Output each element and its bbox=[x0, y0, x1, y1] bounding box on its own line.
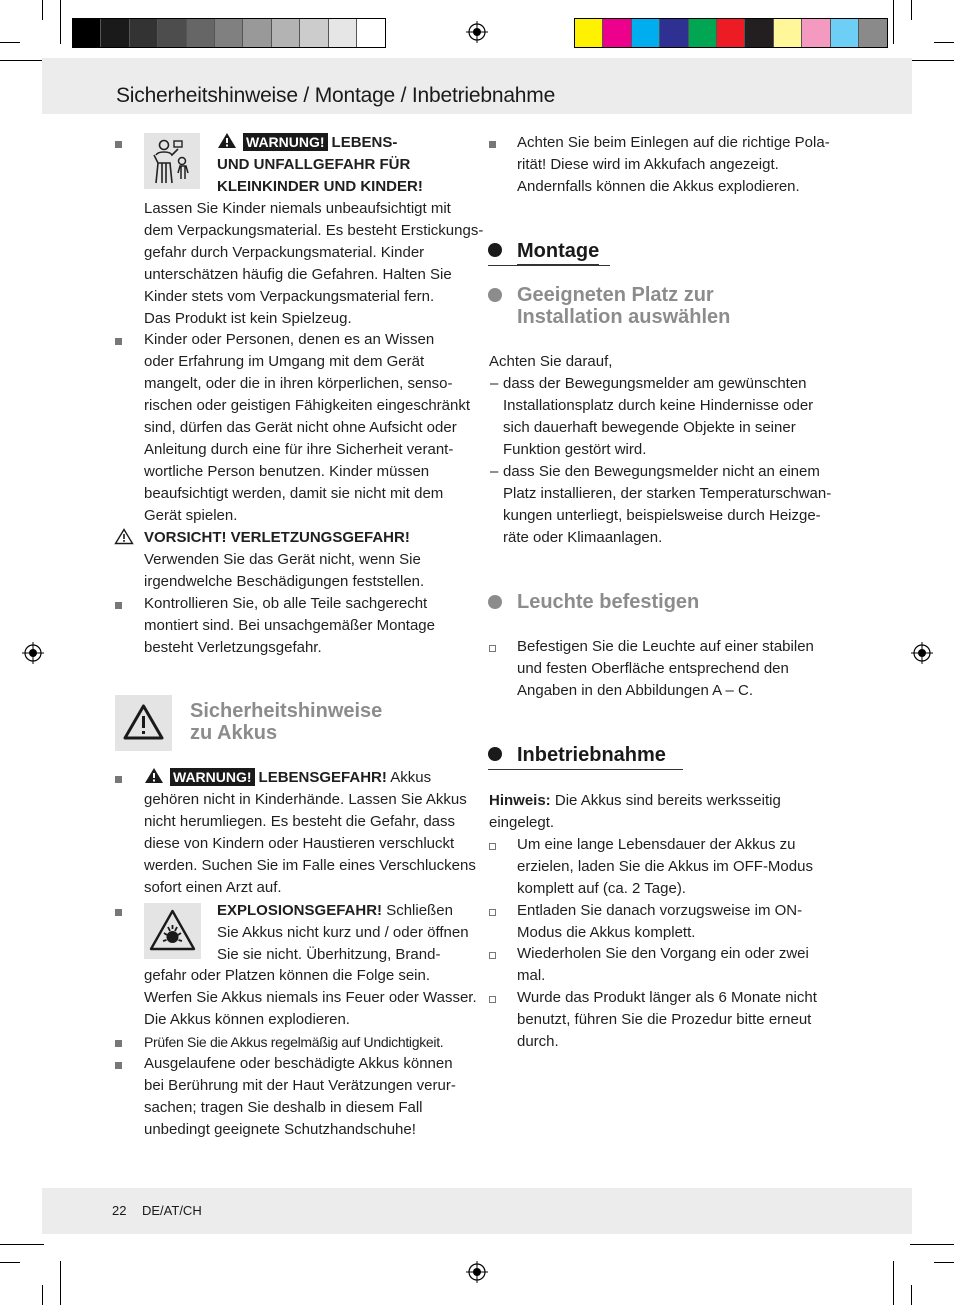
text-line: sich dauerhaft bewegende Objekte in seiner bbox=[503, 419, 796, 436]
step-checkbox bbox=[489, 909, 496, 916]
text-line: Die Akkus können explodieren. bbox=[144, 1011, 350, 1028]
color-swatch bbox=[802, 19, 830, 47]
bullet bbox=[115, 909, 122, 916]
hinweis-label: Hinweis: bbox=[489, 792, 551, 809]
gray-swatch bbox=[101, 19, 129, 47]
step-checkbox bbox=[489, 952, 496, 959]
step-2 bbox=[517, 900, 802, 944]
text-line: komplett auf (ca. 2 Tage). bbox=[517, 880, 686, 897]
gray-swatch bbox=[272, 19, 300, 47]
text-line: Funktion gestört wird. bbox=[503, 441, 647, 458]
section-dot bbox=[488, 747, 502, 761]
b5-head bbox=[217, 900, 469, 966]
text-line: Befestigen Sie die Leuchte auf einer stabilen bbox=[517, 638, 814, 655]
caution-heading: VORSICHT! VERLETZUNGSGEFAHR! bbox=[144, 529, 410, 546]
bullet bbox=[489, 141, 496, 148]
b7-text bbox=[144, 1053, 456, 1141]
text-line: Gerät spielen. bbox=[144, 507, 238, 524]
text-line: Wurde das Produkt länger als 6 Monate nicht bbox=[517, 989, 817, 1006]
platz-intro: Achten Sie darauf, bbox=[489, 353, 613, 370]
step-4 bbox=[517, 987, 817, 1053]
color-swatch bbox=[660, 19, 688, 47]
text-line: Platz installieren, der starken Temperaturschwan- bbox=[503, 485, 832, 502]
warning-triangle-icon bbox=[217, 132, 237, 149]
text-line: nicht herumliegen. Es besteht die Gefahr, dass bbox=[144, 813, 456, 830]
bullet bbox=[115, 141, 122, 148]
locale-label: DE/AT/CH bbox=[142, 1203, 202, 1218]
color-swatch bbox=[689, 19, 717, 47]
text-line: wortliche Person benutzen. Kinder müssen bbox=[144, 463, 430, 480]
color-swatch bbox=[575, 19, 603, 47]
text-line: diese von Kindern oder Haustieren verschluckt bbox=[144, 835, 455, 852]
color-swatch bbox=[859, 19, 887, 47]
warning-heading: KLEINKINDER UND KINDER! bbox=[217, 178, 423, 195]
bullet bbox=[115, 776, 122, 783]
caution-triangle-icon bbox=[114, 528, 134, 545]
section-title-line: Installation auswählen bbox=[517, 306, 731, 328]
b5-text bbox=[144, 965, 477, 1031]
text-line: unbedingt geeignete Schutzhandschuhe! bbox=[144, 1121, 416, 1138]
text-line: dass der Bewegungsmelder am gewünschten bbox=[503, 375, 807, 392]
text-line: bei Berührung mit der Haut Verätzungen verur- bbox=[144, 1077, 456, 1094]
registration-mark-icon bbox=[466, 1261, 488, 1283]
color-swatch bbox=[831, 19, 859, 47]
color-swatch bbox=[717, 19, 745, 47]
text-line: sind, dürfen das Gerät nicht ohne Aufsicht oder bbox=[144, 419, 457, 436]
text-line: irgendwelche Beschädigungen feststellen. bbox=[144, 573, 425, 590]
b1-text bbox=[144, 198, 483, 330]
text-line: montiert sind. Bei unsachgemäßer Montage bbox=[144, 617, 435, 634]
warning-heading: UND UNFALLGEFAHR FÜR bbox=[217, 156, 411, 173]
text-line: kungen unterliegt, beispielsweise durch Heizge- bbox=[503, 507, 821, 524]
hinweis-block bbox=[489, 790, 781, 834]
step-1 bbox=[517, 834, 813, 900]
text-line: räte oder Klimaanlagen. bbox=[503, 529, 663, 546]
text-fragment: Die Akkus sind bereits werksseitig bbox=[554, 792, 781, 809]
leuchte-heading: Leuchte befestigen bbox=[517, 591, 700, 613]
text-line: Prüfen Sie die Akkus regelmäßig auf Undichtigkeit. bbox=[144, 1034, 444, 1050]
platz-item-1 bbox=[503, 373, 813, 461]
color-swatch bbox=[745, 19, 773, 47]
text-line: unterschätzen häufig die Gefahren. Halten Sie bbox=[144, 266, 452, 283]
section-title-line: Geeigneten Platz zur bbox=[517, 284, 714, 306]
section-title-line: zu Akkus bbox=[190, 722, 278, 744]
section-dot bbox=[488, 595, 502, 609]
text-fragment: Schließen bbox=[386, 902, 453, 919]
text-line: sachen; tragen Sie deshalb in diesem Fall bbox=[144, 1099, 423, 1116]
section-dot bbox=[488, 288, 502, 302]
bullet bbox=[115, 338, 122, 345]
color-swatch bbox=[774, 19, 802, 47]
color-swatch bbox=[603, 19, 631, 47]
text-line: Um eine lange Lebensdauer der Akkus zu bbox=[517, 836, 796, 853]
text-line: durch. bbox=[517, 1033, 559, 1050]
text-line: Installationsplatz durch keine Hindernisse oder bbox=[503, 397, 814, 414]
registration-mark-icon bbox=[466, 21, 488, 43]
text-line: rischen oder geistigen Fähigkeiten eingeschränkt bbox=[144, 397, 471, 414]
text-line: Sie sie nicht. Überhitzung, Brand- bbox=[217, 946, 441, 963]
b3-text bbox=[144, 593, 435, 659]
text-line: und festen Oberfläche entsprechend den bbox=[517, 660, 789, 677]
section-title: Montage bbox=[517, 240, 599, 265]
text-line: Kontrollieren Sie, ob alle Teile sachgerecht bbox=[144, 595, 428, 612]
r-b1-text bbox=[517, 132, 830, 198]
text-line: Kinder oder Personen, denen es an Wissen bbox=[144, 331, 435, 348]
b6-text bbox=[144, 1031, 443, 1053]
platz-heading bbox=[517, 284, 730, 328]
warning-heading: LEBENSGEFAHR! bbox=[258, 769, 387, 786]
gray-swatch bbox=[243, 19, 271, 47]
child-hazard-icon bbox=[144, 133, 200, 189]
warning-heading: LEBENS- bbox=[331, 134, 398, 151]
gray-swatch bbox=[300, 19, 328, 47]
process-color-bar bbox=[574, 18, 888, 48]
text-line: Werfen Sie Akkus niemals ins Feuer oder Wasser. bbox=[144, 989, 477, 1006]
text-line: gehören nicht in Kinderhände. Lassen Sie Akkus bbox=[144, 791, 467, 808]
step-checkbox bbox=[489, 645, 496, 652]
text-line: dem Verpackungsmaterial. Es besteht Erstickungs- bbox=[144, 222, 484, 239]
text-line: Das Produkt ist kein Spielzeug. bbox=[144, 310, 352, 327]
step-3 bbox=[517, 943, 809, 987]
text-line: gefahr oder Platzen können die Folge sein. bbox=[144, 967, 431, 984]
bullet bbox=[115, 1062, 122, 1069]
section-underline bbox=[488, 769, 683, 770]
text-line: benutzt, führen Sie die Prozedur bitte erneut bbox=[517, 1011, 812, 1028]
section-title-line: Sicherheitshinweise bbox=[190, 700, 383, 722]
platz-item-2 bbox=[503, 461, 831, 549]
page-title: Sicherheitshinweise / Montage / Inbetriebnahme bbox=[116, 84, 556, 107]
gray-swatch bbox=[158, 19, 186, 47]
text-line: Achten Sie beim Einlegen auf die richtige Pola- bbox=[517, 134, 830, 151]
warning-badge: WARNUNG! bbox=[243, 133, 328, 151]
text-line: Sie Akkus nicht kurz und / oder öffnen bbox=[217, 924, 469, 941]
text-line: Kinder stets vom Verpackungsmaterial fern. bbox=[144, 288, 435, 305]
explosion-icon bbox=[144, 903, 201, 959]
gray-swatch bbox=[130, 19, 158, 47]
dash: – bbox=[490, 375, 499, 392]
b1-heading bbox=[217, 132, 423, 198]
gray-swatch bbox=[215, 19, 243, 47]
explosion-heading: EXPLOSIONSGEFAHR! bbox=[217, 902, 383, 919]
text-fragment: Akkus bbox=[390, 769, 432, 786]
text-line: eingelegt. bbox=[489, 814, 555, 831]
text-line: oder Erfahrung im Umgang mit dem Gerät bbox=[144, 353, 425, 370]
bullet bbox=[115, 1040, 122, 1047]
warning-badge: WARNUNG! bbox=[170, 768, 255, 786]
caution-block bbox=[144, 527, 424, 593]
text-line: Wiederholen Sie den Vorgang ein oder zwei bbox=[517, 945, 809, 962]
b4-text bbox=[144, 767, 476, 899]
text-line: Verwenden Sie das Gerät nicht, wenn Sie bbox=[144, 551, 421, 568]
text-line: dass Sie den Bewegungsmelder nicht an einem bbox=[503, 463, 820, 480]
text-line: erzielen, laden Sie die Akkus im OFF-Modus bbox=[517, 858, 813, 875]
text-line: gefahr durch Verpackungsmaterial. Kinder bbox=[144, 244, 425, 261]
inbetrieb-heading: Inbetriebnahme bbox=[517, 744, 666, 766]
b2-text bbox=[144, 329, 470, 527]
gray-color-bar bbox=[72, 18, 386, 48]
page-number: 22 bbox=[112, 1203, 127, 1218]
text-line: rität! Diese wird im Akkufach angezeigt. bbox=[517, 156, 779, 173]
warning-triangle-icon bbox=[144, 767, 164, 784]
text-line: beaufsichtigt werden, damit sie nicht mit dem bbox=[144, 485, 444, 502]
gray-swatch bbox=[187, 19, 215, 47]
text-line: Ausgelaufene oder beschädigte Akkus können bbox=[144, 1055, 453, 1072]
gray-swatch bbox=[73, 19, 101, 47]
text-line: Angaben in den Abbildungen A – C. bbox=[517, 682, 754, 699]
registration-mark-icon bbox=[22, 642, 44, 664]
text-line: mangelt, oder die in ihren körperlichen, senso- bbox=[144, 375, 453, 392]
step-checkbox bbox=[489, 843, 496, 850]
section-dot bbox=[488, 243, 502, 257]
color-swatch bbox=[632, 19, 660, 47]
warning-triangle-icon bbox=[115, 695, 172, 751]
gray-swatch bbox=[329, 19, 357, 47]
text-line: sofort einen Arzt auf. bbox=[144, 879, 282, 896]
section-underline bbox=[488, 265, 610, 266]
bullet bbox=[115, 602, 122, 609]
registration-mark-icon bbox=[911, 642, 933, 664]
akku-section-title bbox=[190, 700, 382, 744]
montage-heading bbox=[517, 240, 599, 262]
gray-swatch bbox=[357, 19, 385, 47]
leuchte-step bbox=[517, 636, 814, 702]
text-line: Andernfalls können die Akkus explodieren. bbox=[517, 178, 800, 195]
text-line: besteht Verletzungsgefahr. bbox=[144, 639, 322, 656]
text-line: mal. bbox=[517, 967, 546, 984]
text-line: Modus die Akkus komplett. bbox=[517, 924, 696, 941]
text-line: werden. Suchen Sie im Falle eines Verschluckens bbox=[144, 857, 476, 874]
dash: – bbox=[490, 463, 499, 480]
text-line: Anleitung durch eine für ihre Sicherheit verant- bbox=[144, 441, 454, 458]
text-line: Entladen Sie danach vorzugsweise im ON- bbox=[517, 902, 803, 919]
text-line: Lassen Sie Kinder niemals unbeaufsichtigt mit bbox=[144, 200, 451, 217]
step-checkbox bbox=[489, 996, 496, 1003]
